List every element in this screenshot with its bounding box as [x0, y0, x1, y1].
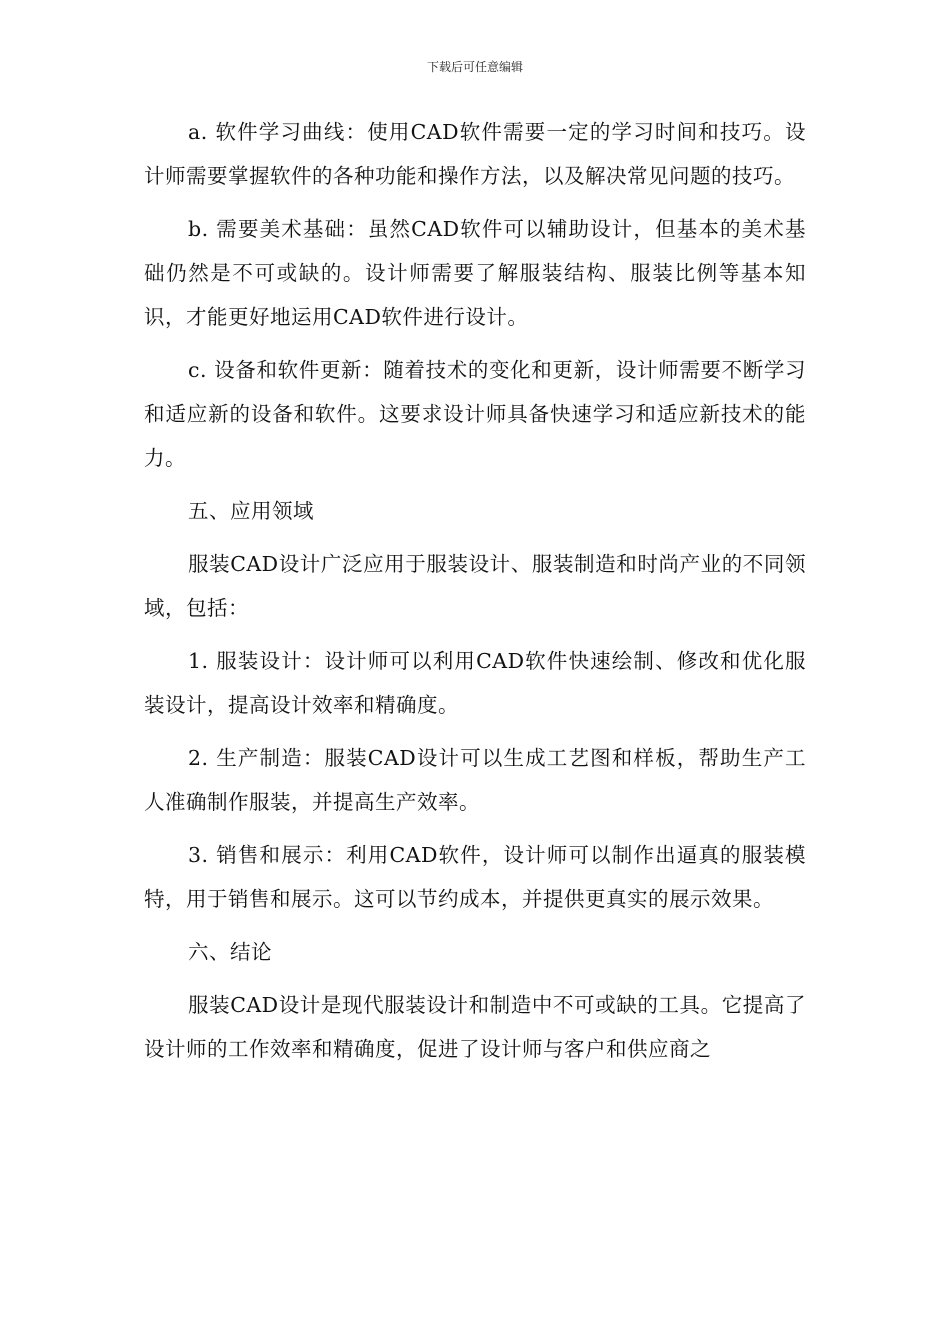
paragraph-equipment-update: c. 设备和软件更新：随着技术的变化和更新，设计师需要不断学习和适应新的设备和软件。这要求设计师具备快速学习和适应新技术的能力。: [144, 358, 806, 470]
paragraph-production: 2. 生产制造：服装CAD设计可以生成工艺图和样板，帮助生产工人准确制作服装，并提高生产效率。: [144, 746, 806, 814]
paragraph-art-foundation: b. 需要美术基础：虽然CAD软件可以辅助设计，但基本的美术基础仍然是不可或缺的。设计师需要了解服装结构、服装比例等基本知识，才能更好地运用CAD软件进行设计。: [144, 217, 806, 329]
page-header: 下载后可任意编辑: [426, 60, 523, 74]
paragraph-apparel-design: 1. 服装设计：设计师可以利用CAD软件快速绘制、修改和优化服装设计，提高设计效率和精确度。: [144, 649, 806, 717]
paragraph-learning-curve: a. 软件学习曲线：使用CAD软件需要一定的学习时间和技巧。设计师需要掌握软件的各种功能和操作方法，以及解决常见问题的技巧。: [144, 120, 806, 188]
section-heading-applications: 五、应用领域: [188, 499, 314, 523]
paragraph-conclusion: 服装CAD设计是现代服装设计和制造中不可或缺的工具。它提高了设计师的工作效率和精确度，促进了设计师与客户和供应商之: [144, 993, 806, 1061]
document-body: [144, 110, 806, 1080]
paragraph-sales-display: 3. 销售和展示：利用CAD软件，设计师可以制作出逼真的服装模特，用于销售和展示。这可以节约成本，并提供更真实的展示效果。: [144, 843, 806, 911]
paragraph-applications-intro: 服装CAD设计广泛应用于服装设计、服装制造和时尚产业的不同领域，包括：: [144, 552, 806, 620]
section-heading-conclusion: 六、结论: [188, 940, 272, 964]
